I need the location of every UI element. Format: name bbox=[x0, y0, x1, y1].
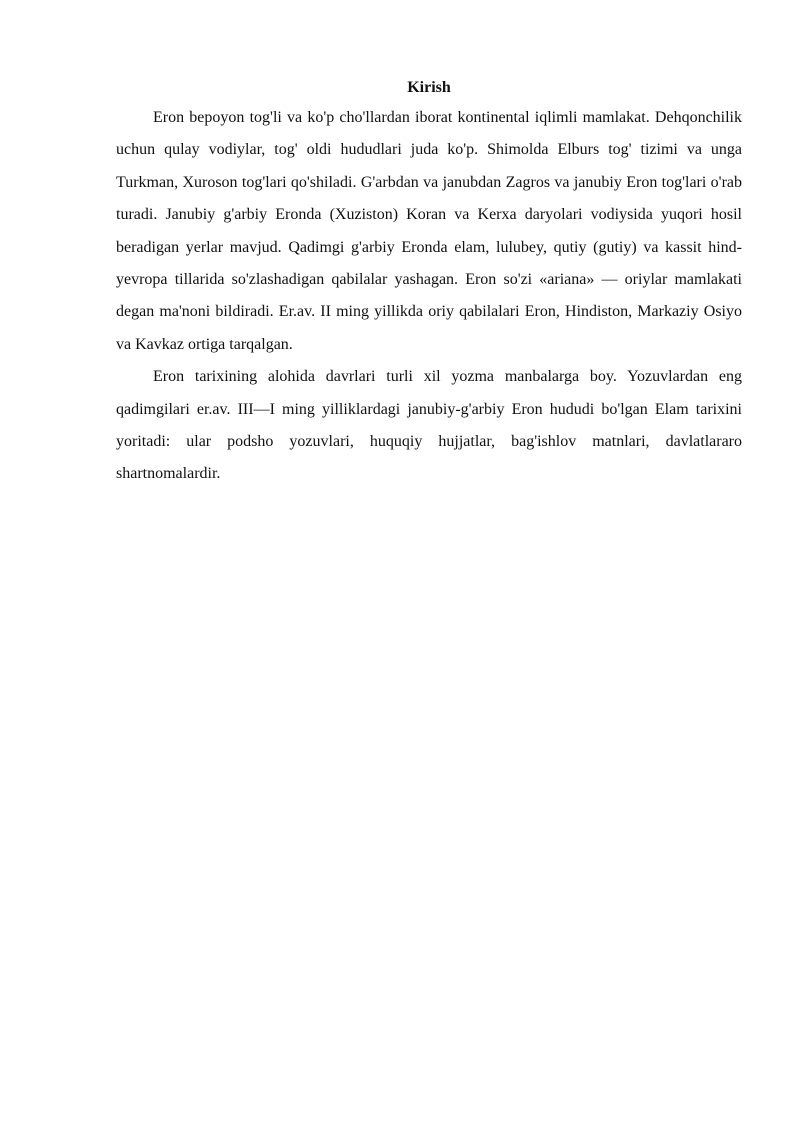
document-title: Kirish bbox=[407, 79, 451, 96]
paragraph-intro: Eron bepoyon tog'li va ko'p cho'llardan iborat kontinental iqlimli mamlakat. Dehqonchilik uchun qulay vodiylar, tog' oldi hududlari juda ko'p. Shimolda Elburs tog' tizimi va unga Turkman, Xuroson tog'lari qo'shiladi. G'arbdan va janubdan Zagros va janubiy Eron tog'lari o'rab turadi. Janubiy g'arbiy Eronda (Xuziston) Koran va Kerxa daryolari vodiysida yuqori hosil beradigan yerlar mavjud. Qadimgi g'arbiy Eronda elam, lulubey, qutiy (gutiy) va kassit hind-yevropa tillarida so'zlashadigan qabilalar yashagan. Eron so'zi «ariana» — oriylar mamlakati degan ma'noni bildiradi. Er.av. II ming yillikda oriy qabilalari Eron, Hindiston, Markaziy Osiyo va Kavkaz ortiga tarqalgan. bbox=[116, 109, 742, 353]
document-page bbox=[116, 74, 742, 491]
paragraph-sources: Eron tarixining alohida davrlari turli xil yozma manbalarga boy. Yozuvlardan eng qadimgilari er.av. III—I ming yilliklardagi janubiy-g'arbiy Eron hududi bo'lgan Elam tarixini yoritadi: ular podsho yozuvlari, huquqiy hujjatlar, bag'ishlov matnlari, davlatlararo shartnomalardir. bbox=[116, 368, 742, 483]
